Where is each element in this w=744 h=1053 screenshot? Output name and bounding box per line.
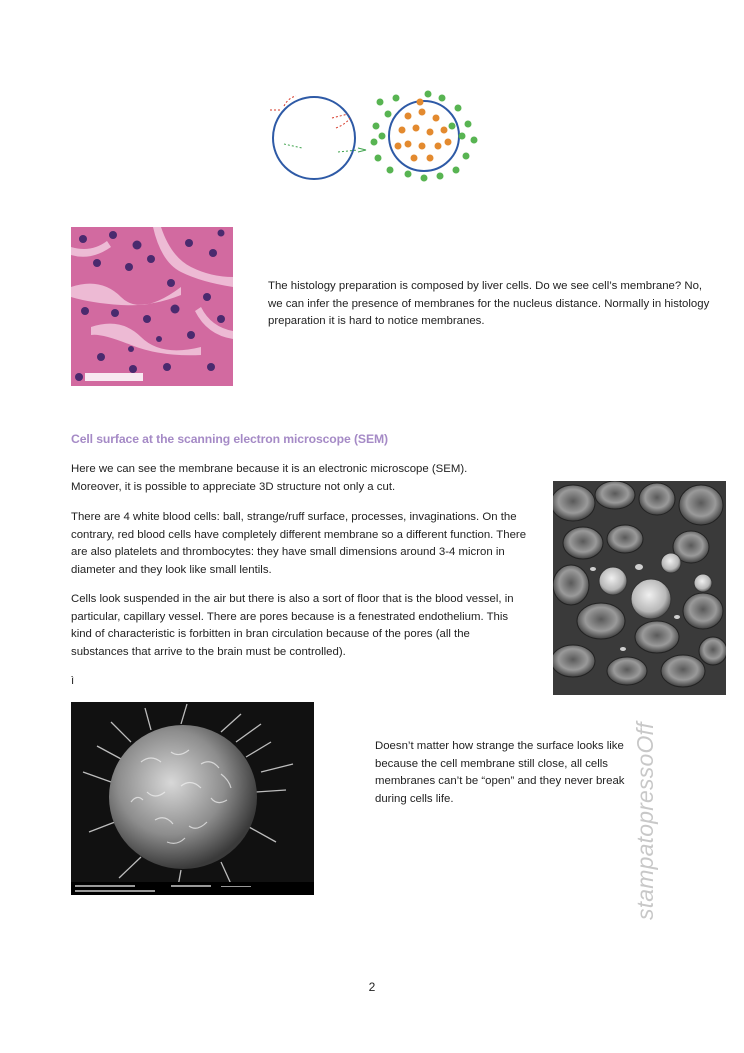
green-arrow-1 [284,144,302,148]
page-number: 2 [368,980,376,994]
white-cell-sem-image [71,702,314,895]
liver-histology-image [71,227,233,386]
histology-scale-bar [85,373,143,381]
histology-caption: The histology preparation is composed by liver cells. Do we see cell’s membrane? No, we can infer the presence of membranes for the nucleus distance. Normally in histology preparation it is hard to notice membranes. [268,280,710,327]
left-cell-membrane [273,97,355,179]
red-arrow-4 [336,118,350,128]
paragraph-blood-cells: There are 4 white blood cells: ball, strange/ruff surface, processes, invaginations. On the contrary, red blood cells have completely different membrane so a different function. There are also platelets and thrombocytes: they have small dimensions around 3-4 micron in diameter and they look like small lentils. [71,511,527,576]
blood-sem-svg [553,481,726,695]
diagram-svg [262,88,482,184]
blood-cells-sem-image [553,481,726,695]
paragraph-sem-intro: Here we can see the membrane because it is an electronic microscope (SEM). Moreover, it is possible to appreciate 3D structure not only a cut. [71,463,468,493]
histology-svg [71,227,233,386]
white-cell-body [109,725,257,869]
membrane-diffusion-diagram [262,88,482,184]
green-solute-dots [371,91,478,182]
sem-cell-caption: Doesn’t matter how strange the surface looks like because the cell membrane still close, all cells membranes can’t be “open” and they never break during cells life. [375,740,625,805]
paragraph-capillary: Cells look suspended in the air but there is also a sort of floor that is the blood vessel, in particular, capillary vessel. There are pores because is a fenestrated endothelium. This kind of characteristic is forbitten in bran circulation because of the pores (all the substances that arrive to the brain must be controlled). [71,593,514,658]
watermark-text: stampatopressoOff [632,722,658,920]
white-cell-sem-svg [71,702,314,895]
red-arrow-3 [332,114,348,118]
stray-character: ì [71,675,75,687]
green-arrow-2 [338,150,358,152]
green-arrow-3 [358,148,366,152]
section-heading: Cell surface at the scanning electron microscope (SEM) [71,432,388,446]
sem-info-bar [71,882,314,895]
